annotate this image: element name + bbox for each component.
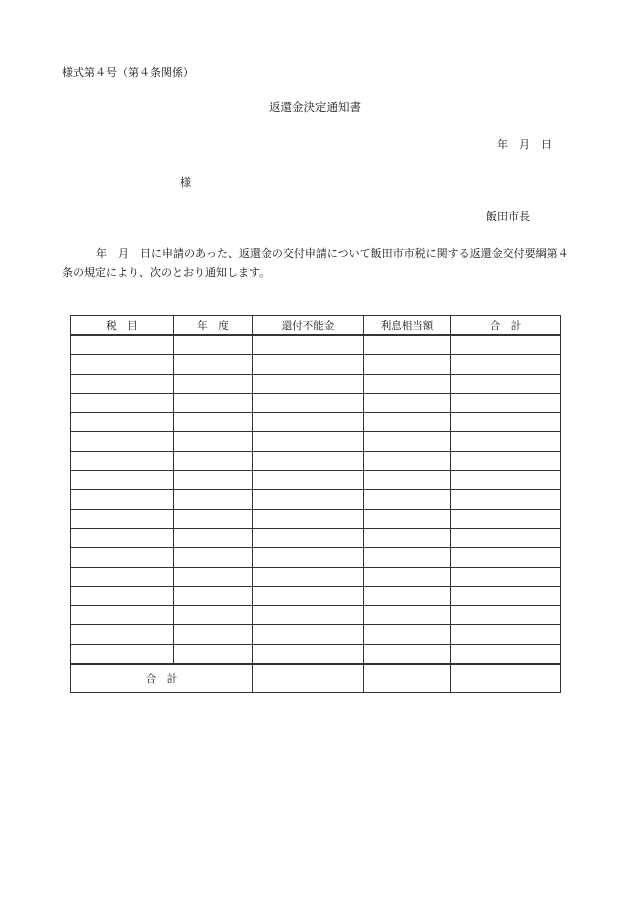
fiscal-year-cell bbox=[174, 374, 253, 393]
fiscal-year-cell bbox=[174, 471, 253, 490]
table-row bbox=[71, 567, 561, 586]
fiscal-year-cell bbox=[174, 509, 253, 528]
table-row bbox=[71, 451, 561, 470]
interest-equivalent-cell bbox=[364, 509, 451, 528]
tax-item-cell bbox=[71, 471, 174, 490]
unrefundable-amount-cell bbox=[253, 567, 364, 586]
interest-equivalent-cell bbox=[364, 393, 451, 412]
addressee-honorific: 様 bbox=[180, 176, 191, 189]
tax-item-cell bbox=[71, 606, 174, 625]
total-cell bbox=[451, 451, 561, 470]
fiscal-year-cell bbox=[174, 625, 253, 644]
table-row bbox=[71, 490, 561, 509]
total-cell bbox=[451, 586, 561, 605]
total-cell bbox=[451, 606, 561, 625]
date-line: 年 月 日 bbox=[497, 138, 552, 151]
table-row bbox=[71, 374, 561, 393]
table-row bbox=[71, 548, 561, 567]
table-row bbox=[71, 606, 561, 625]
tax-item-cell bbox=[71, 548, 174, 567]
total-label: 合 計 bbox=[71, 664, 253, 693]
fiscal-year-cell bbox=[174, 432, 253, 451]
unrefundable-amount-cell bbox=[253, 355, 364, 374]
tax-item-cell bbox=[71, 567, 174, 586]
tax-item-cell bbox=[71, 451, 174, 470]
total-cell bbox=[451, 471, 561, 490]
table-row bbox=[71, 509, 561, 528]
unrefundable-amount-cell bbox=[253, 509, 364, 528]
interest-equivalent-cell bbox=[364, 644, 451, 664]
total-cell bbox=[451, 567, 561, 586]
unrefundable-amount-cell bbox=[253, 490, 364, 509]
table-row bbox=[71, 644, 561, 664]
tax-item-cell bbox=[71, 374, 174, 393]
fiscal-year-cell bbox=[174, 413, 253, 432]
fiscal-year-cell bbox=[174, 393, 253, 412]
table-row bbox=[71, 528, 561, 547]
interest-equivalent-cell bbox=[364, 490, 451, 509]
column-header-interest-equivalent: 利息相当額 bbox=[364, 316, 451, 336]
unrefundable-amount-cell bbox=[253, 335, 364, 355]
fiscal-year-cell bbox=[174, 586, 253, 605]
column-header-tax-item: 税 目 bbox=[71, 316, 174, 336]
unrefundable-amount-cell bbox=[253, 413, 364, 432]
sender-name: 飯田市長 bbox=[486, 210, 530, 223]
column-header-fiscal-year: 年 度 bbox=[174, 316, 253, 336]
tax-item-cell bbox=[71, 393, 174, 412]
interest-equivalent-cell bbox=[364, 335, 451, 355]
fiscal-year-cell bbox=[174, 355, 253, 374]
table-row bbox=[71, 471, 561, 490]
tax-item-cell bbox=[71, 528, 174, 547]
refund-table bbox=[70, 315, 561, 693]
total-cell bbox=[451, 413, 561, 432]
unrefundable-amount-cell bbox=[253, 432, 364, 451]
unrefundable-amount-cell bbox=[253, 606, 364, 625]
table-row bbox=[71, 625, 561, 644]
fiscal-year-cell bbox=[174, 567, 253, 586]
table-header-row bbox=[71, 316, 561, 336]
tax-item-cell bbox=[71, 586, 174, 605]
unrefundable-amount-cell bbox=[253, 625, 364, 644]
fiscal-year-cell bbox=[174, 528, 253, 547]
total-unrefundable-cell bbox=[253, 664, 364, 693]
unrefundable-amount-cell bbox=[253, 374, 364, 393]
tax-item-cell bbox=[71, 625, 174, 644]
unrefundable-amount-cell bbox=[253, 471, 364, 490]
interest-equivalent-cell bbox=[364, 528, 451, 547]
table-row bbox=[71, 432, 561, 451]
form-number: 様式第４号（第４条関係） bbox=[62, 66, 194, 79]
fiscal-year-cell bbox=[174, 548, 253, 567]
total-cell bbox=[451, 490, 561, 509]
total-cell bbox=[451, 509, 561, 528]
table-row bbox=[71, 335, 561, 355]
column-header-unrefundable-amount: 還付不能金 bbox=[253, 316, 364, 336]
total-cell bbox=[451, 625, 561, 644]
interest-equivalent-cell bbox=[364, 567, 451, 586]
document-title: 返還金決定通知書 bbox=[269, 100, 361, 114]
table-row bbox=[71, 393, 561, 412]
tax-item-cell bbox=[71, 355, 174, 374]
interest-equivalent-cell bbox=[364, 432, 451, 451]
unrefundable-amount-cell bbox=[253, 644, 364, 664]
interest-equivalent-cell bbox=[364, 413, 451, 432]
total-cell bbox=[451, 528, 561, 547]
table-row bbox=[71, 586, 561, 605]
interest-equivalent-cell bbox=[364, 625, 451, 644]
interest-equivalent-cell bbox=[364, 355, 451, 374]
tax-item-cell bbox=[71, 413, 174, 432]
interest-equivalent-cell bbox=[364, 548, 451, 567]
tax-item-cell bbox=[71, 509, 174, 528]
tax-item-cell bbox=[71, 432, 174, 451]
interest-equivalent-cell bbox=[364, 586, 451, 605]
total-interest-cell bbox=[364, 664, 451, 693]
interest-equivalent-cell bbox=[364, 606, 451, 625]
total-cell bbox=[451, 335, 561, 355]
unrefundable-amount-cell bbox=[253, 528, 364, 547]
table-total-row bbox=[71, 664, 561, 693]
tax-item-cell bbox=[71, 644, 174, 664]
table-row bbox=[71, 413, 561, 432]
total-cell bbox=[451, 548, 561, 567]
total-cell bbox=[451, 432, 561, 451]
fiscal-year-cell bbox=[174, 335, 253, 355]
table-row bbox=[71, 355, 561, 374]
unrefundable-amount-cell bbox=[253, 548, 364, 567]
unrefundable-amount-cell bbox=[253, 393, 364, 412]
fiscal-year-cell bbox=[174, 490, 253, 509]
interest-equivalent-cell bbox=[364, 374, 451, 393]
interest-equivalent-cell bbox=[364, 451, 451, 470]
unrefundable-amount-cell bbox=[253, 586, 364, 605]
tax-item-cell bbox=[71, 490, 174, 509]
unrefundable-amount-cell bbox=[253, 451, 364, 470]
fiscal-year-cell bbox=[174, 451, 253, 470]
total-cell bbox=[451, 393, 561, 412]
notice-body: 年 月 日に申請のあった、返還金の交付申請について飯田市市税に関する返還金交付要綱第４条の規定により、次のとおり通知します。 bbox=[62, 247, 569, 279]
fiscal-year-cell bbox=[174, 606, 253, 625]
table-body bbox=[71, 335, 561, 664]
fiscal-year-cell bbox=[174, 644, 253, 664]
total-cell bbox=[451, 355, 561, 374]
column-header-total: 合 計 bbox=[451, 316, 561, 336]
grand-total-cell bbox=[451, 664, 561, 693]
tax-item-cell bbox=[71, 335, 174, 355]
total-cell bbox=[451, 374, 561, 393]
interest-equivalent-cell bbox=[364, 471, 451, 490]
total-cell bbox=[451, 644, 561, 664]
